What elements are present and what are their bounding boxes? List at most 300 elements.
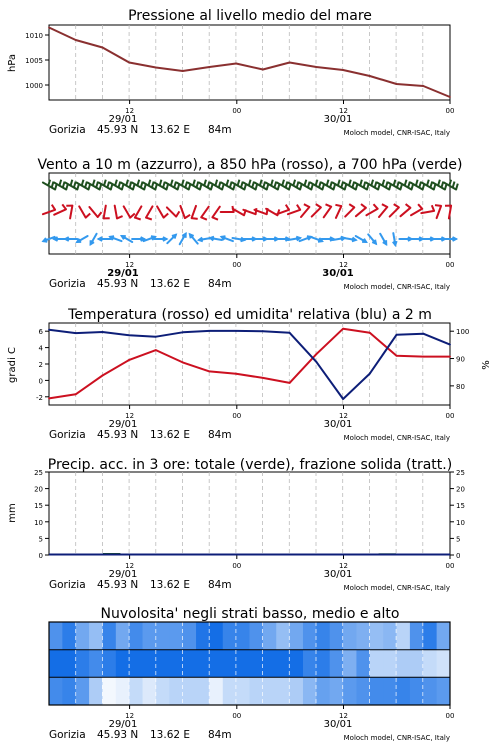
cloud-cell-alto	[196, 622, 210, 650]
wind-barb-shaft	[89, 207, 97, 217]
wind-barb-feather	[135, 218, 141, 220]
pressure-line-point	[342, 69, 344, 71]
cloud-cell-alto	[330, 622, 344, 650]
cloud-cell-alto	[423, 622, 437, 650]
cloud-cell-basso	[236, 677, 250, 705]
cloud-cell-alto	[303, 622, 317, 650]
wind-barb-feather	[416, 180, 418, 186]
temp-ytick-label: 4	[38, 344, 43, 353]
temperature-line-point	[102, 375, 104, 377]
wind-barb-10	[99, 237, 111, 241]
cloud-cell-medio	[423, 650, 437, 678]
humidity-line-point	[422, 333, 424, 335]
pressure-xtick-label: 00	[232, 107, 242, 115]
cloud-cell-alto	[169, 622, 183, 650]
wind-barb-shaft	[366, 209, 377, 216]
cloud-cell-medio	[383, 650, 397, 678]
cloud-cell-medio	[437, 650, 451, 678]
wind-barb-feather	[52, 205, 55, 210]
cloud-xtick-label: 12	[125, 712, 135, 720]
wind-credit: Moloch model, CNR-ISAC, Italy	[343, 283, 450, 291]
wind-barb-850	[379, 204, 387, 217]
precip-frame	[49, 472, 450, 555]
cloud-location-name: Gorizia	[49, 729, 86, 741]
cloud-cell-medio	[343, 650, 357, 678]
wind-barb-10	[91, 234, 97, 244]
cloud-cell-basso	[383, 677, 397, 705]
wind-barb-feather	[316, 204, 321, 207]
wind-barb-feather	[176, 211, 179, 216]
cloud-cell-alto	[209, 622, 223, 650]
pressure-location-lat: 45.93 N	[97, 124, 139, 136]
temperature-line-point	[235, 373, 237, 375]
temp-xtick-label: 00	[232, 412, 242, 420]
cloud-cell-medio	[330, 650, 344, 678]
wind-barb-shaft	[301, 207, 309, 217]
wind-barb-feather	[282, 180, 284, 186]
precip-right-ytick-label: 25	[456, 469, 465, 477]
temp-credit: Moloch model, CNR-ISAC, Italy	[343, 434, 450, 442]
cloud-cell-basso	[102, 677, 116, 705]
temperature-humidity-chart	[36, 323, 469, 442]
wind-barb-feather	[382, 180, 384, 186]
cloud-cell-alto	[116, 622, 130, 650]
temp-location-lon: 13.62 E	[150, 429, 191, 441]
pressure-line-point	[48, 27, 50, 29]
cloud-cell-medio	[410, 650, 424, 678]
pressure-credit: Moloch model, CNR-ISAC, Italy	[343, 129, 450, 137]
wind-barb-feather	[305, 180, 307, 186]
wind-barb-10	[380, 234, 386, 244]
cloud-cell-alto	[343, 622, 357, 650]
wind-barb-850	[115, 206, 123, 219]
pressure-line	[49, 28, 450, 98]
wind-barb-10	[233, 238, 245, 242]
wind-barb-shaft	[449, 206, 451, 219]
cloud-cell-medio	[62, 650, 76, 678]
temp-ytick-label: -2	[36, 393, 43, 402]
pressure-ytick-label: 1000	[25, 82, 43, 90]
wind-barb-shaft	[70, 206, 72, 219]
wind-barb-feather	[71, 180, 73, 186]
wind-barb-feather	[435, 205, 441, 206]
pressure-location-elev: 84m	[208, 124, 232, 136]
precip-ylabel: mm	[7, 503, 18, 523]
cloud-cell-medio	[370, 650, 384, 678]
humidity-line-point	[396, 334, 398, 336]
wind-barb-shaft	[336, 206, 342, 218]
humidity-line-point	[182, 331, 184, 333]
wind-barb-shaft	[192, 206, 196, 218]
rh-ytick-label: 80	[456, 382, 465, 391]
wind-barb-feather	[215, 180, 217, 186]
pressure-line-point	[422, 85, 424, 87]
wind-date-label: 29/01	[107, 268, 139, 279]
pressure-location-name: Gorizia	[49, 124, 86, 136]
precip-date-label: 29/01	[108, 569, 138, 580]
temperature-line-point	[128, 359, 130, 361]
wind-barb-feather	[349, 204, 354, 207]
cloud-cell-medio	[89, 650, 103, 678]
humidity-line-point	[75, 332, 77, 334]
cloud-cell-basso	[330, 677, 344, 705]
temp-date-label: 30/01	[323, 419, 353, 430]
wind-barb-shaft	[437, 206, 442, 218]
wind-barb-shaft	[356, 208, 366, 216]
precip-location-elev: 84m	[208, 579, 232, 591]
cloud-cell-alto	[370, 622, 384, 650]
wind-barb-10	[322, 237, 334, 241]
cloud-cell-alto	[437, 622, 451, 650]
cloud-cell-basso	[183, 677, 197, 705]
cloud-cell-basso	[62, 677, 76, 705]
cloud-cell-medio	[263, 650, 277, 678]
temp-xtick-label: 00	[445, 412, 455, 420]
precip-xtick-label: 12	[339, 562, 348, 570]
cloud-cell-medio	[276, 650, 290, 678]
temperature-line-point	[262, 377, 264, 379]
wind-barb-feather	[212, 217, 218, 219]
wind-barb-feather	[93, 180, 95, 186]
wind-barb-850	[421, 205, 434, 213]
pressure-line-point	[182, 70, 184, 72]
cloud-cell-basso	[156, 677, 170, 705]
cloud-cell-alto	[62, 622, 76, 650]
wind-barb-feather	[204, 180, 206, 186]
cloud-xtick-label: 00	[445, 712, 455, 720]
precip-title: Precip. acc. in 3 ore: totale (verde), frazione solida (tratt.)	[47, 457, 453, 473]
precip-credit: Moloch model, CNR-ISAC, Italy	[343, 584, 450, 592]
pressure-xtick-label: 12	[125, 107, 135, 115]
wind-barb-feather	[427, 180, 429, 186]
precip-ytick-label: 5	[38, 535, 43, 544]
temp-location-elev: 84m	[208, 429, 232, 441]
cloud-xtick-label: 00	[232, 712, 242, 720]
precip-right-ytick-label: 15	[456, 502, 465, 511]
wind-barb-shaft	[345, 207, 354, 216]
pressure-location-lon: 13.62 E	[150, 124, 191, 136]
wind-barb-10	[356, 236, 366, 242]
wind-barb-feather	[62, 204, 66, 209]
wind-barb-10	[344, 238, 356, 242]
wind-location-lon: 13.62 E	[150, 278, 191, 290]
wind-barb-10	[122, 236, 132, 242]
wind-barb-feather	[286, 205, 289, 210]
cloud-cell-alto	[236, 622, 250, 650]
humidity-line-point	[235, 330, 237, 332]
wind-barb-feather	[171, 180, 173, 186]
humidity-line-point	[315, 361, 317, 363]
cloud-location-lon: 13.62 E	[150, 729, 191, 741]
wind-barb-850	[301, 204, 309, 217]
wind-barb-850	[445, 206, 451, 219]
temp-xtick-label: 12	[339, 412, 348, 420]
pressure-ytick-label: 1010	[25, 32, 43, 40]
wind-barb-850	[212, 207, 219, 220]
wind-barb-feather	[418, 204, 422, 209]
cloud-cell-basso	[116, 677, 130, 705]
cloud-cell-basso	[370, 677, 384, 705]
wind-barb-feather	[82, 180, 84, 186]
wind-barb-feather	[249, 180, 251, 186]
wind-barb-shaft	[201, 207, 209, 218]
wind-barb-shaft	[324, 207, 332, 218]
cloud-cell-basso	[410, 677, 424, 705]
wind-barb-feather	[382, 204, 387, 207]
wind-barb-shaft	[79, 206, 86, 217]
wind-barb-10	[210, 237, 222, 241]
cloud-cell-medio	[303, 650, 317, 678]
cloud-cell-medio	[316, 650, 330, 678]
temp-ylabel-right: %	[481, 360, 492, 370]
precip-xtick-label: 12	[125, 562, 135, 570]
wind-barb-feather	[86, 214, 91, 218]
wind-barb-feather	[126, 180, 128, 186]
pressure-line-point	[369, 75, 371, 77]
wind-barb-feather	[149, 180, 151, 186]
wind-barb-feather	[185, 215, 190, 218]
cloud-cell-alto	[316, 622, 330, 650]
cloud-cell-medio	[156, 650, 170, 678]
cloud-cell-basso	[129, 677, 143, 705]
temperature-line-point	[289, 382, 291, 384]
cloud-cell-basso	[209, 677, 223, 705]
wind-barb-feather	[453, 182, 455, 188]
cloud-cell-alto	[250, 622, 264, 650]
cloud-cell-basso	[316, 677, 330, 705]
wind-title: Vento a 10 m (azzurro), a 850 hPa (rosso), a 700 hPa (verde)	[37, 157, 463, 173]
humidity-line	[49, 330, 450, 399]
wind-barb-850	[201, 207, 209, 220]
precip-location-lon: 13.62 E	[150, 579, 191, 591]
wind-xtick-label: 12	[339, 261, 348, 269]
humidity-line-point	[262, 330, 264, 332]
wind-barb-shaft	[146, 206, 153, 217]
cloud-cell-alto	[410, 622, 424, 650]
wind-barb-850	[356, 204, 366, 216]
wind-barb-feather	[361, 204, 366, 208]
wind-barb-10	[77, 236, 87, 242]
cloud-cover-chart	[49, 622, 454, 742]
wind-barb-feather	[456, 184, 458, 190]
wind-barb-feather	[164, 214, 169, 218]
wind-barb-shaft	[167, 207, 176, 216]
wind-barb-feather	[371, 180, 373, 186]
wind-barb-850	[401, 204, 411, 216]
humidity-line-point	[449, 344, 451, 346]
wind-barb-shaft	[212, 207, 219, 218]
wind-barb-850	[180, 206, 190, 218]
pressure-line-point	[209, 66, 211, 68]
pressure-line-point	[155, 67, 157, 69]
wind-barb-10	[222, 236, 233, 241]
cloud-cell-alto	[76, 622, 90, 650]
humidity-line-point	[102, 331, 104, 333]
wind-barb-feather	[327, 180, 329, 186]
wind-location-name: Gorizia	[49, 278, 86, 290]
cloud-cell-basso	[143, 677, 157, 705]
cloud-cell-medio	[196, 650, 210, 678]
cloud-cell-basso	[356, 677, 370, 705]
cloud-cell-alto	[89, 622, 103, 650]
wind-barb-shaft	[390, 207, 399, 216]
temperature-line-point	[182, 362, 184, 364]
wind-barb-feather	[227, 180, 229, 186]
temp-ylabel: gradi C	[7, 347, 18, 383]
cloud-cell-alto	[143, 622, 157, 650]
rh-ytick-label: 100	[456, 328, 470, 337]
cloud-credit: Moloch model, CNR-ISAC, Italy	[343, 734, 450, 742]
wind-barb-feather	[137, 180, 139, 186]
wind-barb-10	[167, 235, 176, 243]
precip-ytick-label: 15	[34, 502, 43, 511]
pressure-title: Pressione al livello medio del mare	[128, 8, 372, 24]
wind-barb-feather	[360, 180, 362, 186]
wind-barb-10	[277, 237, 289, 241]
temperature-line-point	[209, 371, 211, 373]
cloud-cell-alto	[356, 622, 370, 650]
cloud-cell-medio	[250, 650, 264, 678]
pressure-line-point	[396, 83, 398, 85]
wind-barb-850	[135, 206, 142, 219]
cloud-cell-basso	[250, 677, 264, 705]
cloud-cell-alto	[223, 622, 237, 650]
wind-barb-850	[66, 206, 72, 219]
wind-barb-feather	[104, 180, 106, 186]
cloud-cell-alto	[276, 622, 290, 650]
cloud-date-label: 29/01	[108, 719, 138, 730]
wind-xtick-label: 12	[125, 261, 135, 269]
temperature-line-point	[155, 349, 157, 351]
pressure-line-point	[315, 66, 317, 68]
pressure-date-label: 29/01	[108, 114, 138, 125]
cloud-cell-alto	[397, 622, 411, 650]
wind-barb-feather	[432, 205, 434, 211]
wind-chart	[43, 173, 458, 291]
wind-barb-feather	[59, 180, 61, 186]
cloud-cell-medio	[102, 650, 116, 678]
wind-location-elev: 84m	[208, 278, 232, 290]
cloud-cell-medio	[223, 650, 237, 678]
pressure-line-point	[262, 69, 264, 71]
wind-barb-feather	[98, 212, 102, 217]
cloud-cell-basso	[263, 677, 277, 705]
cloud-cell-basso	[276, 677, 290, 705]
wind-barb-850	[366, 204, 377, 215]
wind-barb-feather	[338, 180, 340, 186]
cloud-cell-alto	[183, 622, 197, 650]
rh-ytick-label: 90	[456, 355, 465, 364]
wind-barb-feather	[146, 218, 152, 220]
temp-location-lat: 45.93 N	[97, 429, 139, 441]
cloud-cell-alto	[263, 622, 277, 650]
cloud-cell-medio	[209, 650, 223, 678]
wind-barb-850	[435, 205, 441, 218]
cloud-location-lat: 45.93 N	[97, 729, 139, 741]
wind-barb-850	[335, 205, 341, 218]
cloud-cell-alto	[156, 622, 170, 650]
cloud-cell-medio	[356, 650, 370, 678]
precip-ytick-label: 10	[34, 518, 43, 527]
wind-date-label: 30/01	[322, 268, 354, 279]
precip-date-label: 30/01	[323, 569, 353, 580]
wind-barb-feather	[297, 205, 300, 210]
precip-right-ytick-label: 10	[456, 518, 465, 527]
temp-location-name: Gorizia	[49, 429, 86, 441]
humidity-line-point	[342, 398, 344, 400]
cloud-cell-medio	[290, 650, 304, 678]
wind-barb-850	[104, 206, 110, 219]
wind-barb-shaft	[115, 206, 117, 219]
humidity-line-point	[155, 336, 157, 338]
temperature-line-point	[48, 398, 50, 400]
temperature-line-point	[449, 356, 451, 358]
wind-barb-10	[110, 236, 121, 241]
humidity-line-point	[128, 334, 130, 336]
wind-barb-feather	[193, 180, 195, 186]
cloud-cell-basso	[223, 677, 237, 705]
wind-xtick-label: 00	[445, 261, 455, 269]
wind-barb-feather	[335, 205, 341, 206]
precip-right-ytick-label: 5	[456, 535, 461, 544]
pressure-frame	[49, 25, 450, 100]
temperature-line-point	[75, 393, 77, 395]
wind-barb-850	[146, 206, 153, 219]
wind-barb-feather	[406, 204, 411, 208]
precip-ytick-label: 25	[34, 469, 43, 477]
precipitation-chart	[34, 469, 465, 592]
wind-barb-feather	[394, 204, 399, 207]
pressure-line-point	[449, 96, 451, 98]
temperature-line-point	[422, 356, 424, 358]
temperature-line-point	[396, 355, 398, 357]
cloud-cell-basso	[196, 677, 210, 705]
wind-barb-700	[43, 180, 57, 190]
cloud-cell-medio	[169, 650, 183, 678]
cloud-cell-medio	[76, 650, 90, 678]
cloud-cell-alto	[129, 622, 143, 650]
wind-barb-shaft	[421, 211, 434, 213]
wind-barb-10	[180, 234, 186, 244]
wind-barb-850	[390, 204, 399, 217]
cloud-cell-medio	[397, 650, 411, 678]
cloud-cell-medio	[236, 650, 250, 678]
wind-barb-shaft	[411, 209, 422, 216]
wind-barb-850	[89, 207, 101, 217]
cloud-cell-basso	[169, 677, 183, 705]
cloud-cell-alto	[102, 622, 116, 650]
cloud-date-label: 30/01	[323, 719, 353, 730]
pressure-ylabel: hPa	[7, 53, 18, 73]
pressure-line-point	[128, 62, 130, 64]
cloud-xtick-label: 12	[339, 712, 348, 720]
wind-barb-feather	[117, 216, 123, 218]
temp-title: Temperatura (rosso) ed umidita' relativa (blu) a 2 m	[68, 307, 432, 323]
wind-barb-850	[192, 206, 198, 219]
temperature-line-point	[342, 328, 344, 330]
temp-frame	[49, 323, 450, 405]
cloud-location-elev: 84m	[208, 729, 232, 741]
temp-ytick-label: 0	[38, 377, 43, 386]
pressure-chart	[25, 25, 454, 137]
wind-barb-10	[132, 237, 144, 241]
humidity-line-point	[289, 332, 291, 334]
cloud-cell-basso	[290, 677, 304, 705]
precip-right-ytick-label: 20	[456, 485, 465, 494]
humidity-line-point	[369, 373, 371, 375]
wind-barb-shaft	[104, 206, 106, 219]
pressure-ytick-label: 1005	[25, 57, 43, 65]
